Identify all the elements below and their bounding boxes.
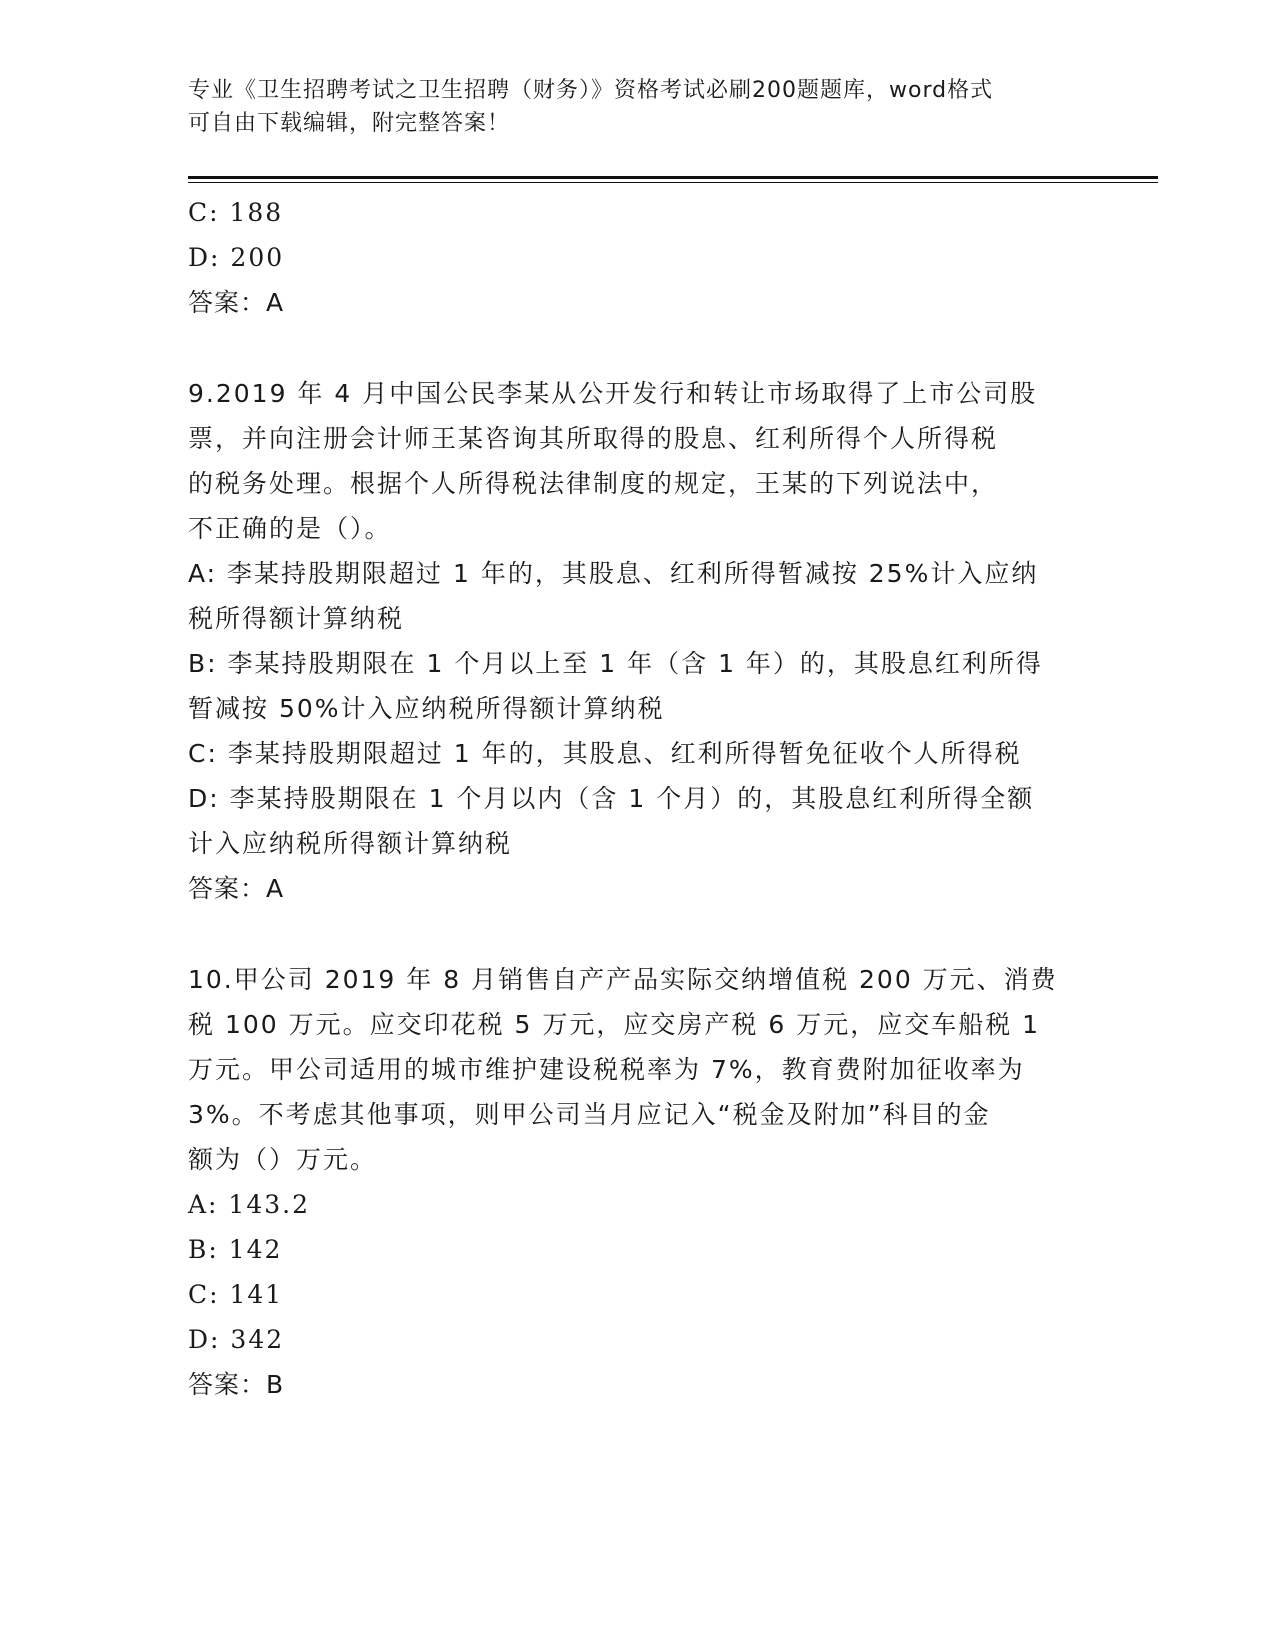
q9-option-b: B: 李某持股期限在 1 个月以上至 1 年（含 1 年）的，其股息红利所得 (188, 649, 1043, 678)
q10-stem-line: 税 100 万元。应交印花税 5 万元，应交房产税 6 万元，应交车船税 1 (188, 1010, 1041, 1039)
q8-answer: 答案：A (188, 288, 285, 317)
q9-option-c: C: 李某持股期限超过 1 年的，其股息、红利所得暂免征收个人所得税 (188, 739, 1022, 768)
header-line-1: 专业《卫生招聘考试之卫生招聘（财务）》资格考试必刷200题题库，word格式 (188, 78, 994, 103)
q9-stem-line: 不正确的是（）。 (188, 514, 392, 543)
q10-answer: 答案：B (188, 1370, 285, 1399)
question-10 (188, 957, 1088, 1407)
question-9 (188, 371, 1088, 911)
header-divider-thick (188, 176, 1158, 179)
q10-stem-line: 10.甲公司 2019 年 8 月销售自产产品实际交纳增值税 200 万元、消费 (188, 965, 1058, 994)
header-line-2: 可自由下载编辑，附完整答案！ (188, 111, 511, 136)
q9-option-d: D: 李某持股期限在 1 个月以内（含 1 个月）的，其股息红利所得全额 (188, 784, 1035, 813)
spacer (188, 911, 1088, 957)
q9-option-d-cont: 计入应纳税所得额计算纳税 (188, 829, 513, 858)
q10-stem-line: 3%。不考虑其他事项，则甲公司当月应记入“税金及附加”科目的金 (188, 1100, 991, 1129)
q10-stem-line: 万元。甲公司适用的城市维护建设税税率为 7%，教育费附加征收率为 (188, 1055, 1025, 1084)
q10-option-c: C: 141 (188, 1280, 284, 1309)
q8-option-d: D: 200 (188, 243, 285, 272)
document-header (188, 74, 1088, 140)
q9-option-a: A: 李某持股期限超过 1 年的，其股息、红利所得暂减按 25%计入应纳 (188, 559, 1039, 588)
q10-option-b: B: 142 (188, 1235, 283, 1264)
q9-option-a-cont: 税所得额计算纳税 (188, 604, 405, 633)
q10-option-d: D: 342 (188, 1325, 285, 1354)
q9-stem-line: 票，并向注册会计师王某咨询其所取得的股息、红利所得个人所得税 (188, 424, 999, 453)
document-body (188, 190, 1088, 1407)
q9-stem-line: 的税务处理。根据个人所得税法律制度的规定，王某的下列说法中， (188, 469, 999, 498)
q9-option-b-cont: 暂减按 50%计入应纳税所得额计算纳税 (188, 694, 665, 723)
q10-stem-line: 额为（）万元。 (188, 1145, 378, 1174)
q8-option-c: C: 188 (188, 198, 284, 227)
spacer (188, 325, 1088, 371)
q9-stem-line: 9.2019 年 4 月中国公民李某从公开发行和转让市场取得了上市公司股 (188, 379, 1038, 408)
header-divider-thin (188, 182, 1158, 183)
q10-option-a: A: 143.2 (188, 1190, 310, 1219)
q9-answer: 答案：A (188, 874, 285, 903)
